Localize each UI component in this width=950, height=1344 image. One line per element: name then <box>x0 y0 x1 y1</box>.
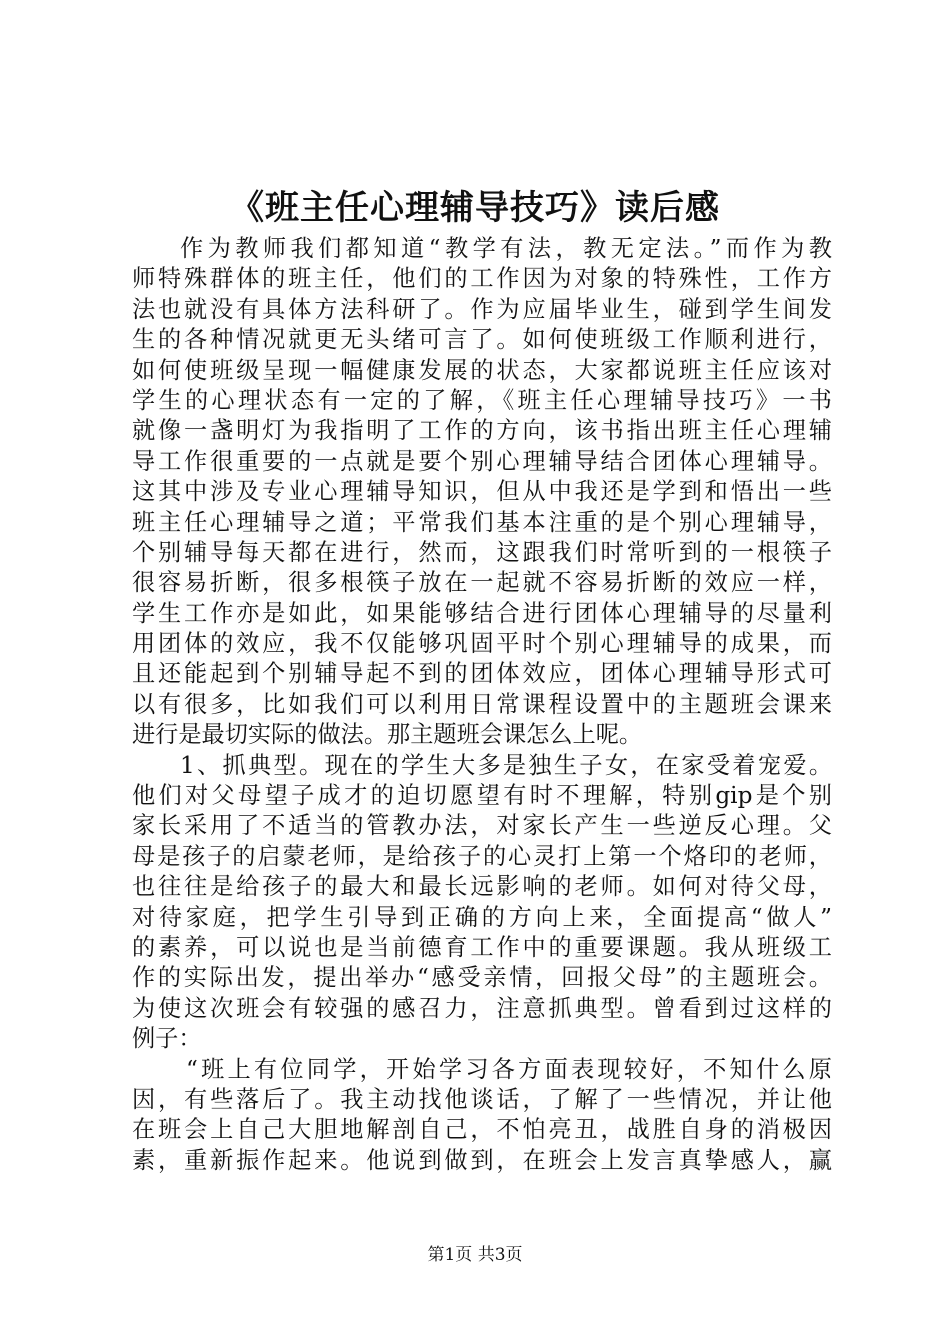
paragraph-line: 这其中涉及专业心理辅导知识，但从中我还是学到和悟出一些 <box>132 478 832 506</box>
paragraph-line: 例子： <box>132 1025 202 1053</box>
paragraph-line: 的素养，可以说也是当前德育工作中的重要课题。我从班级工 <box>132 933 832 961</box>
paragraph-line: 母是孩子的启蒙老师，是给孩子的心灵打上第一个烙印的老师， <box>132 842 832 870</box>
paragraph-line: 对待家庭，把学生引导到正确的方向上来，全面提高“做人” <box>132 903 832 931</box>
paragraph-line: 很容易折断，很多根筷子放在一起就不容易折断的效应一样， <box>132 569 832 597</box>
paragraph-line: 用团体的效应，我不仅能够巩固平时个别心理辅导的成果，而 <box>132 630 832 658</box>
paragraph-line: 导工作很重要的一点就是要个别心理辅导结合团体心理辅导。 <box>132 447 832 475</box>
paragraph-line: 学生的心理状态有一定的了解，《班主任心理辅导技巧》一书 <box>132 386 832 414</box>
paragraph-line: 1、抓典型。现在的学生大多是独生子女，在家受着宠爱。 <box>180 751 832 779</box>
paragraph-line: 生的各种情况就更无头绪可言了。如何使班级工作顺利进行， <box>132 326 832 354</box>
paragraph-line: 个别辅导每天都在进行，然而，这跟我们时常听到的一根筷子 <box>132 538 832 566</box>
paragraph-line: 以有很多，比如我们可以利用日常课程设置中的主题班会课来 <box>132 690 832 718</box>
paragraph-line: 作为教师我们都知道“教学有法，教无定法。”而作为教 <box>180 235 832 262</box>
paragraph-line: 师特殊群体的班主任，他们的工作因为对象的特殊性，工作方 <box>132 265 832 293</box>
paragraph-line: 也往往是给孩子的最大和最长远影响的老师。如何对待父母， <box>132 873 832 901</box>
paragraph-line: 进行是最切实际的做法。那主题班会课怎么上呢。 <box>132 721 643 749</box>
paragraph-line: 家长采用了不适当的管教办法，对家长产生一些逆反心理。父 <box>132 812 832 840</box>
document-title: 《班主任心理辅导技巧》读后感 <box>230 188 720 228</box>
paragraph-line: 他们对父母望子成才的迫切愿望有时不理解，特别gip是个别 <box>132 782 832 810</box>
paragraph-line: “班上有位同学，开始学习各方面表现较好，不知什么原 <box>186 1055 832 1083</box>
paragraph-line: 且还能起到个别辅导起不到的团体效应，团体心理辅导形式可 <box>132 660 832 688</box>
paragraph-line: 素，重新振作起来。他说到做到，在班会上发言真挚感人，赢 <box>132 1146 832 1174</box>
paragraph-line: 在班会上自己大胆地解剖自己，不怕亮丑，战胜自身的消极因 <box>132 1116 832 1144</box>
paragraph-line: 法也就没有具体方法科研了。作为应届毕业生，碰到学生间发 <box>132 295 832 323</box>
paragraph-line: 班主任心理辅导之道；平常我们基本注重的是个别心理辅导， <box>132 508 832 536</box>
paragraph-line: 为使这次班会有较强的感召力，注意抓典型。曾看到过这样的 <box>132 994 832 1022</box>
paragraph-line: 就像一盏明灯为我指明了工作的方向，该书指出班主任心理辅 <box>132 417 832 445</box>
paragraph-line: 学生工作亦是如此，如果能够结合进行团体心理辅导的尽量利 <box>132 599 832 627</box>
paragraph-line: 作的实际出发，提出举办“感受亲情，回报父母”的主题班会。 <box>132 964 832 992</box>
page-number: 第1页 共3页 <box>427 1245 523 1265</box>
paragraph-line: 如何使班级呈现一幅健康发展的状态，大家都说班主任应该对 <box>132 356 832 384</box>
document-body <box>132 234 832 1176</box>
paragraph-line: 因，有些落后了。我主动找他谈话，了解了一些情况，并让他 <box>132 1085 832 1113</box>
